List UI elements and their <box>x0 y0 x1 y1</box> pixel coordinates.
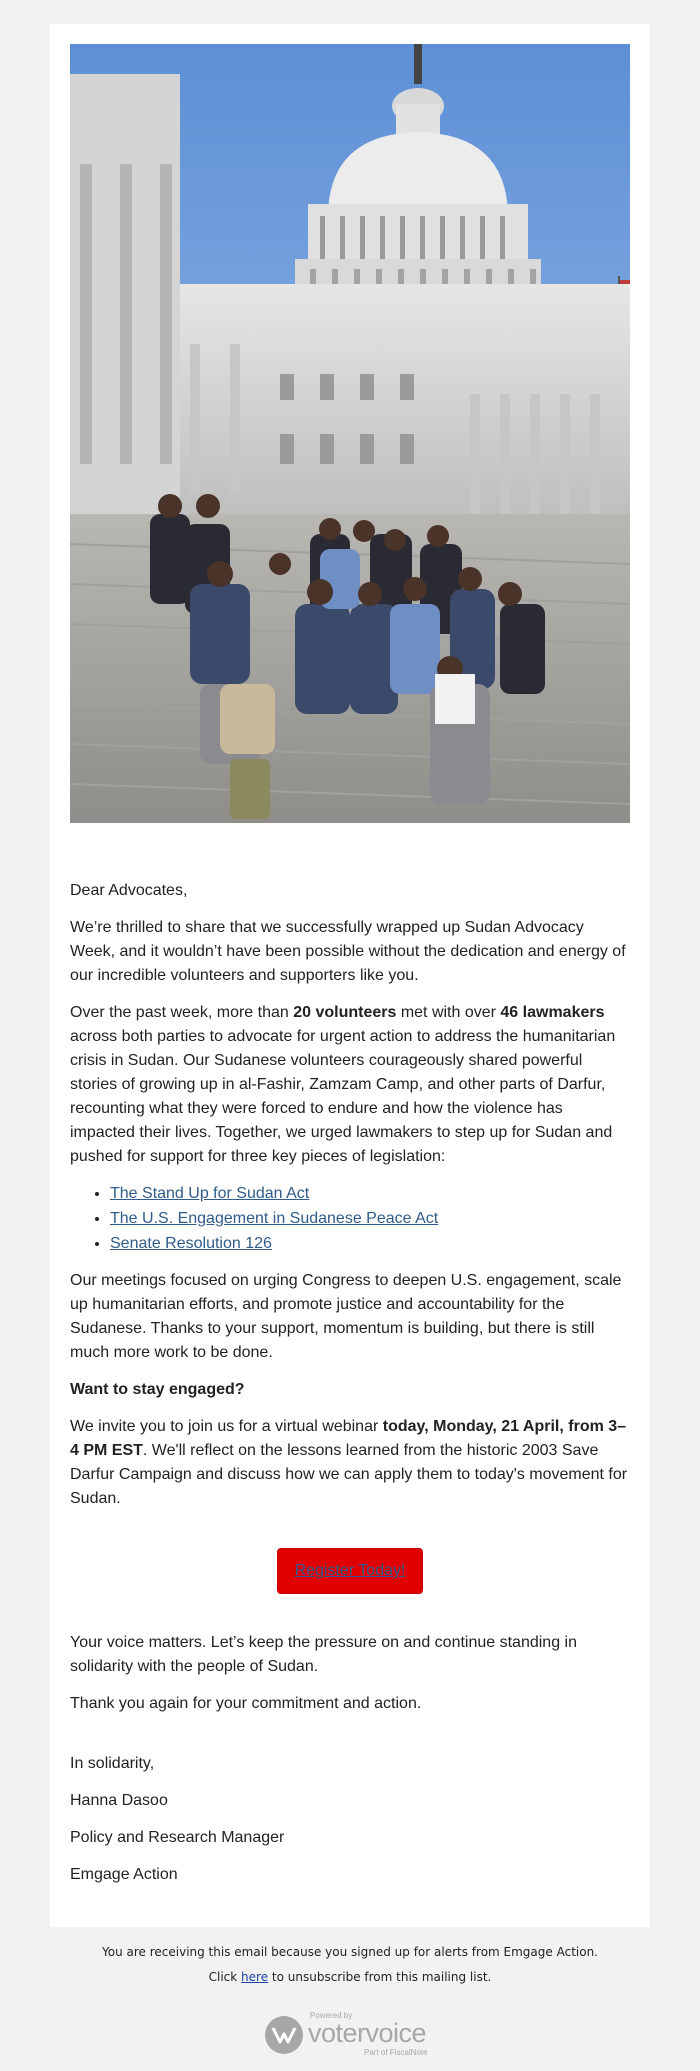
votervoice-wordmark: votervoice <box>308 2018 427 2048</box>
hero-photo <box>70 44 630 823</box>
list-item <box>110 1232 630 1256</box>
letter-body <box>70 879 630 1900</box>
votervoice-icon <box>264 2015 304 2055</box>
legislation-link-us-engagement-act[interactable]: The U.S. Engagement in Sudanese Peace Act <box>110 1210 439 1227</box>
legislation-link-senate-resolution-126[interactable]: Senate Resolution 126 <box>110 1235 272 1252</box>
cta-wrapper <box>70 1548 630 1594</box>
footer-notice: You are receiving this email because you signed up for alerts from Emgage Action. <box>102 1945 598 1959</box>
email-card <box>50 24 650 1927</box>
paragraph-meetings: Our meetings focused on urging Congress to deepen U.S. engagement, scale up humanitarian efforts, and promote justice and accountability for the Sudanese. Thanks to your support, momentum is building, but there is still much more work to be done. <box>70 1272 622 1361</box>
paragraph-intro: We’re thrilled to share that we successfully wrapped up Sudan Advocacy Week, and it wouldn’t have been possible without the dedication and energy of our incredible volunteers and supporters like you. <box>70 919 626 984</box>
email-footer <box>0 1940 700 1990</box>
register-button[interactable]: Register Today! <box>277 1548 424 1594</box>
paragraph-thank-you: Thank you again for your commitment and action. <box>70 1695 422 1712</box>
footer-unsubscribe: Click here to unsubscribe from this mailing list. <box>208 1970 492 1984</box>
signer-organization: Emgage Action <box>70 1866 178 1883</box>
paragraph-voice-matters: Your voice matters. Let’s keep the pressure on and continue standing in solidarity with the people of Sudan. <box>70 1634 577 1675</box>
powered-by-label: Powered by <box>310 2011 353 2020</box>
greeting: Dear Advocates, <box>70 882 188 899</box>
part-of-fiscalnote: Part of FiscalNote <box>364 2048 428 2057</box>
signer-name: Hanna Dasoo <box>70 1792 168 1809</box>
paragraph-week-summary: Over the past week, more than 20 volunteers met with over 46 lawmakers across both parties to advocate for urgent action to address the humanitarian crisis in Sudan. Our Sudanese volunteers courageously shared powerful stories of growing up in al-Fashir, Zamzam Camp, and other parts of Darfur, recounting what they were forced to endure and how the violence has impacted their lives. Together, we urged lawmakers to step up for Sudan and pushed for support for three key pieces of legislation: <box>70 1004 616 1165</box>
capitol-photo <box>70 44 630 823</box>
unsubscribe-link[interactable]: here <box>241 1970 269 1984</box>
engaged-heading: Want to stay engaged? <box>70 1381 245 1398</box>
signer-title: Policy and Research Manager <box>70 1829 285 1846</box>
votervoice-logo <box>264 2011 436 2057</box>
legislation-link-stand-up-for-sudan-act[interactable]: The Stand Up for Sudan Act <box>110 1185 310 1202</box>
list-item <box>110 1207 630 1231</box>
signature-block <box>70 1752 630 1887</box>
paragraph-webinar: We invite you to join us for a virtual webinar today, Monday, 21 April, from 3–4 PM EST. We'll reflect on the lessons learned from the historic 2003 Save Darfur Campaign and discuss how we can apply them to today's movement for Sudan. <box>70 1418 628 1507</box>
list-item <box>110 1182 630 1206</box>
closing: In solidarity, <box>70 1755 155 1772</box>
legislation-list <box>70 1182 630 1256</box>
